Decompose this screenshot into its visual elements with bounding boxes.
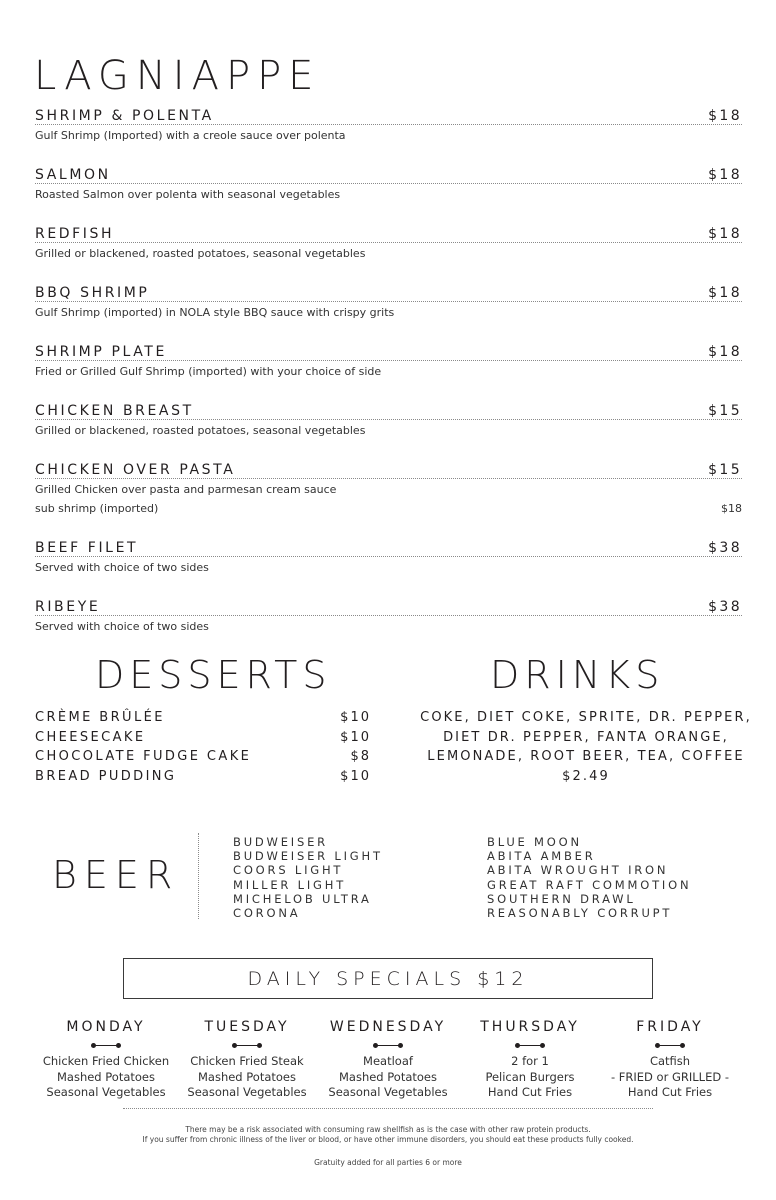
menu-item-salmon	[35, 166, 742, 204]
item-price: $18	[708, 167, 742, 183]
item-description: Grilled or blackened, roasted potatoes, seasonal vegetables	[35, 424, 366, 437]
divider-ornament	[655, 1041, 685, 1049]
item-description: Gulf Shrimp (imported) in NOLA style BBQ sauce with crispy grits	[35, 306, 395, 319]
beer-item: CORONA	[233, 906, 301, 921]
beer-item: COORS LIGHT	[233, 863, 344, 878]
item-price: $38	[708, 599, 742, 615]
item-row	[35, 107, 742, 125]
day-name: THURSDAY	[480, 1019, 580, 1035]
beer-item: GREAT RAFT COMMOTION	[487, 877, 692, 892]
beer-item: MILLER LIGHT	[233, 877, 347, 892]
item-name: CHICKEN BREAST	[35, 403, 194, 419]
day-name: TUESDAY	[204, 1019, 290, 1035]
beer-divider	[198, 833, 199, 919]
drinks-list-line: LEMONADE, ROOT BEER, TEA, COFFEE	[427, 749, 745, 764]
item-price: $15	[708, 403, 742, 419]
substitution-price: $18	[721, 502, 742, 515]
special-line: Mashed Potatoes	[338, 1069, 437, 1084]
drinks-price: $2.49	[562, 769, 610, 784]
dessert-name: CHEESECAKE	[35, 730, 146, 745]
special-line: Hand Cut Fries	[627, 1085, 713, 1099]
item-description: Grilled Chicken over pasta and parmesan cream sauce	[35, 483, 337, 496]
special-line: Mashed Potatoes	[197, 1069, 296, 1084]
item-row	[35, 225, 742, 243]
divider-ornament	[232, 1041, 262, 1049]
day-name: FRIDAY	[636, 1019, 704, 1035]
beer-heading: BEER	[52, 853, 180, 897]
footer-divider	[123, 1108, 653, 1109]
menu-item-redfish	[35, 225, 742, 263]
item-description: Gulf Shrimp (Imported) with a creole sauce over polenta	[35, 129, 346, 142]
substitution-row	[35, 499, 742, 518]
gratuity-note: Gratuity added for all parties 6 or more	[314, 1158, 462, 1167]
item-name: SALMON	[35, 167, 111, 183]
beer-item: BUDWEISER LIGHT	[233, 849, 383, 864]
special-line: Seasonal Vegetables	[46, 1085, 166, 1099]
special-wednesday	[313, 1018, 463, 1101]
item-name: SHRIMP & POLENTA	[35, 108, 214, 124]
menu-item-chicken-breast	[35, 402, 742, 440]
special-line: Chicken Fried Chicken	[42, 1054, 170, 1068]
menu-item-shrimp-polenta	[35, 107, 742, 145]
item-name: SHRIMP PLATE	[35, 344, 167, 360]
beer-item: REASONABLY CORRUPT	[487, 906, 673, 921]
menu-item-bbq-shrimp	[35, 284, 742, 322]
menu-item-shrimp-plate	[35, 343, 742, 381]
dessert-item	[35, 747, 371, 766]
item-name: BBQ SHRIMP	[35, 285, 150, 301]
substitution-label: sub shrimp (imported)	[35, 502, 159, 515]
item-price: $18	[708, 285, 742, 301]
dessert-item	[35, 708, 371, 727]
special-line: - FRIED or GRILLED -	[610, 1069, 730, 1084]
beer-item: ABITA WROUGHT IRON	[487, 863, 669, 878]
dessert-name: CHOCOLATE FUDGE CAKE	[35, 749, 252, 764]
beer-item: MICHELOB ULTRA	[233, 891, 372, 906]
item-price: $18	[708, 226, 742, 242]
item-description: Grilled or blackened, roasted potatoes, seasonal vegetables	[35, 247, 366, 260]
item-row	[35, 461, 742, 479]
item-description: Served with choice of two sides	[35, 620, 209, 633]
item-row	[35, 402, 742, 420]
dessert-name: CRÈME BRÛLÉE	[35, 710, 165, 725]
special-thursday	[455, 1018, 605, 1101]
item-row	[35, 284, 742, 302]
divider-ornament	[91, 1041, 121, 1049]
item-name: RIBEYE	[35, 599, 101, 615]
dessert-price: $8	[350, 749, 371, 764]
special-line: Hand Cut Fries	[487, 1085, 573, 1099]
special-tuesday	[172, 1018, 322, 1101]
item-row	[35, 343, 742, 361]
health-disclaimer: If you suffer from chronic illness of the liver or blood, or have other immune disorders, you should eat these products fully cooked.	[142, 1135, 634, 1144]
lagniappe-heading: LAGNIAPPE	[34, 53, 321, 99]
item-row	[35, 539, 742, 557]
dessert-price: $10	[340, 710, 371, 725]
beer-item: BUDWEISER	[233, 835, 328, 849]
divider-ornament	[515, 1041, 545, 1049]
beer-item: SOUTHERN DRAWL	[487, 891, 636, 906]
drinks-list-line: DIET DR. PEPPER, FANTA ORANGE,	[443, 730, 729, 745]
special-line: Catfish	[649, 1054, 691, 1068]
special-line: Pelican Burgers	[485, 1069, 575, 1084]
item-description: Fried or Grilled Gulf Shrimp (imported) with your choice of side	[35, 365, 382, 378]
special-line: 2 for 1	[511, 1054, 549, 1068]
item-name: BEEF FILET	[35, 540, 139, 556]
item-description: Served with choice of two sides	[35, 561, 209, 574]
beer-item: ABITA AMBER	[487, 849, 596, 864]
item-price: $18	[708, 108, 742, 124]
special-line: Seasonal Vegetables	[187, 1085, 307, 1099]
dessert-item	[35, 767, 371, 786]
menu-item-ribeye	[35, 598, 742, 636]
beer-list-column-2	[487, 835, 691, 920]
item-name: REDFISH	[35, 226, 115, 242]
item-name: CHICKEN OVER PASTA	[35, 462, 236, 478]
daily-specials-title: DAILY SPECIALS $12	[247, 968, 529, 990]
dessert-item	[35, 728, 371, 747]
day-name: MONDAY	[66, 1019, 146, 1035]
dessert-price: $10	[340, 769, 371, 784]
item-description: Roasted Salmon over polenta with seasonal vegetables	[35, 188, 341, 201]
special-line: Chicken Fried Steak	[190, 1054, 304, 1068]
day-name: WEDNESDAY	[329, 1019, 447, 1035]
item-price: $38	[708, 540, 742, 556]
raw-food-disclaimer: There may be a risk associated with consuming raw shellfish as is the case with other raw protein products.	[185, 1125, 591, 1134]
item-row	[35, 166, 742, 184]
special-monday	[31, 1018, 181, 1101]
item-price: $15	[708, 462, 742, 478]
item-row	[35, 598, 742, 616]
daily-specials-banner	[123, 958, 653, 999]
special-line: Meatloaf	[363, 1054, 413, 1068]
desserts-heading: DESSERTS	[95, 653, 332, 697]
item-price: $18	[708, 344, 742, 360]
menu-item-beef-filet	[35, 539, 742, 577]
beer-item: BLUE MOON	[487, 835, 582, 849]
divider-ornament	[373, 1041, 403, 1049]
menu-item-chicken-over-pasta	[35, 461, 742, 518]
dessert-name: BREAD PUDDING	[35, 769, 177, 784]
dessert-price: $10	[340, 730, 371, 745]
special-line: Seasonal Vegetables	[328, 1085, 448, 1099]
beer-list-column-1	[233, 835, 383, 920]
special-friday	[595, 1018, 745, 1101]
special-line: Mashed Potatoes	[56, 1069, 155, 1084]
drinks-heading: DRINKS	[490, 653, 665, 697]
drinks-list-line: COKE, DIET COKE, SPRITE, DR. PEPPER,	[420, 710, 752, 725]
